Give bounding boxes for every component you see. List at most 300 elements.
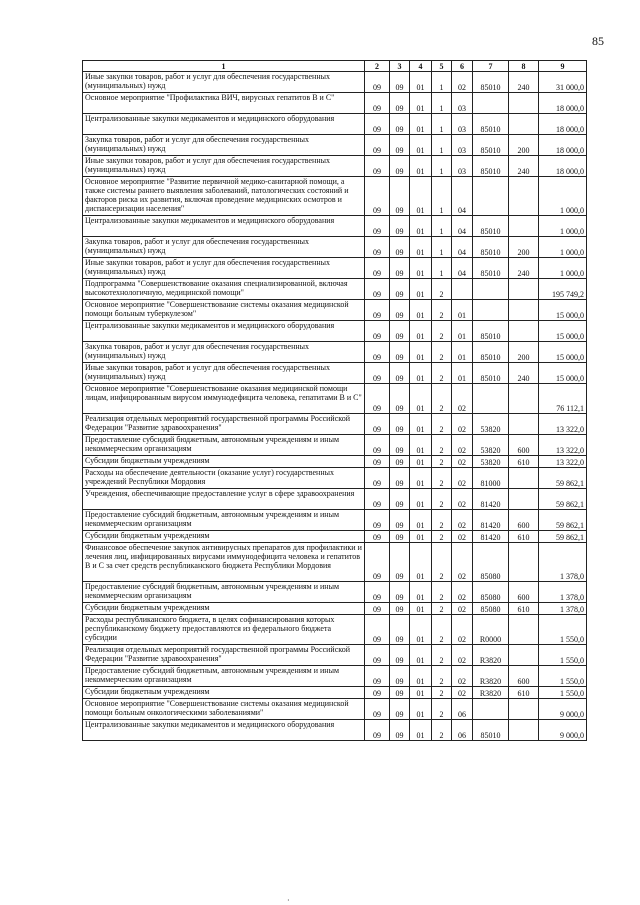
row-name-cell: Расходы республиканского бюджета, в целях софинансирования которых республиканскому бюджету предоставляются из федерального бюджета субсидии (83, 615, 365, 645)
row-c9-cell: 1 000,0 (539, 237, 587, 258)
row-c5-cell: 2 (432, 603, 452, 615)
table-row (83, 93, 587, 114)
row-c8-cell: 200 (509, 237, 539, 258)
row-c4-cell: 01 (410, 543, 432, 582)
header-col-3: 3 (390, 61, 410, 72)
row-c4-cell: 01 (410, 177, 432, 216)
row-c5-cell: 2 (432, 456, 452, 468)
row-c8-cell (509, 720, 539, 741)
row-c5-cell: 2 (432, 468, 452, 489)
row-c5-cell: 1 (432, 114, 452, 135)
table-row (83, 177, 587, 216)
row-c5-cell: 1 (432, 237, 452, 258)
header-col-7: 7 (473, 61, 509, 72)
row-c4-cell: 01 (410, 135, 432, 156)
row-c6-cell: 06 (452, 699, 473, 720)
row-c8-cell: 200 (509, 135, 539, 156)
header-col-2: 2 (365, 61, 390, 72)
row-c5-cell: 2 (432, 384, 452, 414)
row-c3-cell: 09 (390, 156, 410, 177)
row-c8-cell (509, 216, 539, 237)
row-c7-cell: 85010 (473, 216, 509, 237)
row-c7-cell: 85010 (473, 237, 509, 258)
row-c5-cell: 1 (432, 93, 452, 114)
row-c5-cell: 2 (432, 699, 452, 720)
row-c3-cell: 09 (390, 456, 410, 468)
row-c7-cell: 85010 (473, 321, 509, 342)
row-c3-cell: 09 (390, 615, 410, 645)
row-c7-cell (473, 384, 509, 414)
row-c7-cell (473, 699, 509, 720)
row-c3-cell: 09 (390, 384, 410, 414)
row-c3-cell: 09 (390, 687, 410, 699)
row-c7-cell: 53820 (473, 435, 509, 456)
row-c2-cell: 09 (365, 321, 390, 342)
table-row (83, 720, 587, 741)
row-c3-cell: 09 (390, 237, 410, 258)
row-c5-cell: 2 (432, 414, 452, 435)
row-c6-cell: 01 (452, 342, 473, 363)
row-c3-cell: 09 (390, 258, 410, 279)
row-c5-cell: 2 (432, 510, 452, 531)
row-name-cell: Субсидии бюджетным учреждениям (83, 603, 365, 615)
row-c9-cell: 59 862,1 (539, 531, 587, 543)
row-c8-cell: 610 (509, 531, 539, 543)
row-c6-cell: 01 (452, 363, 473, 384)
row-c4-cell: 01 (410, 699, 432, 720)
row-c2-cell: 09 (365, 72, 390, 93)
row-c7-cell: 81420 (473, 489, 509, 510)
row-c8-cell: 240 (509, 156, 539, 177)
row-c8-cell (509, 615, 539, 645)
row-c2-cell: 09 (365, 603, 390, 615)
row-c3-cell: 09 (390, 543, 410, 582)
row-c4-cell: 01 (410, 435, 432, 456)
row-c2-cell: 09 (365, 435, 390, 456)
row-c2-cell: 09 (365, 456, 390, 468)
row-c4-cell: 01 (410, 72, 432, 93)
row-c9-cell: 18 000,0 (539, 93, 587, 114)
row-name-cell: Предоставление субсидий бюджетным, автономным учреждениям и иным некоммерческим организациям (83, 435, 365, 456)
row-c4-cell: 01 (410, 615, 432, 645)
row-c8-cell (509, 300, 539, 321)
row-c9-cell: 13 322,0 (539, 435, 587, 456)
table-row (83, 237, 587, 258)
row-c7-cell: 85010 (473, 156, 509, 177)
row-c7-cell: 81000 (473, 468, 509, 489)
row-c8-cell (509, 114, 539, 135)
table-row (83, 300, 587, 321)
row-c4-cell: 01 (410, 510, 432, 531)
row-c9-cell: 1 378,0 (539, 543, 587, 582)
row-c4-cell: 01 (410, 645, 432, 666)
row-c9-cell: 1 378,0 (539, 603, 587, 615)
row-c2-cell: 09 (365, 720, 390, 741)
row-c6-cell: 06 (452, 720, 473, 741)
row-name-cell: Финансовое обеспечение закупок антивирусных препаратов для профилактики и лечения лиц, инфицированных вирусами иммунодефицита человека и гепатитов В и С за счет средств республиканского бюджета Республики Мордовия (83, 543, 365, 582)
page-number: 85 (592, 34, 604, 48)
header-col-8: 8 (509, 61, 539, 72)
row-c3-cell: 09 (390, 177, 410, 216)
row-name-cell: Предоставление субсидий бюджетным, автономным учреждениям и иным некоммерческим организациям (83, 666, 365, 687)
row-c5-cell: 2 (432, 300, 452, 321)
row-c4-cell: 01 (410, 720, 432, 741)
row-c6-cell: 02 (452, 468, 473, 489)
row-c4-cell: 01 (410, 489, 432, 510)
row-c9-cell: 18 000,0 (539, 135, 587, 156)
row-c2-cell: 09 (365, 363, 390, 384)
row-c5-cell: 2 (432, 363, 452, 384)
row-c5-cell: 2 (432, 531, 452, 543)
header-col-5: 5 (432, 61, 452, 72)
row-c3-cell: 09 (390, 216, 410, 237)
row-name-cell: Субсидии бюджетным учреждениям (83, 531, 365, 543)
table-row (83, 468, 587, 489)
row-name-cell: Субсидии бюджетным учреждениям (83, 456, 365, 468)
row-c8-cell: 600 (509, 666, 539, 687)
row-name-cell: Централизованные закупки медикаментов и медицинского оборудования (83, 114, 365, 135)
row-c6-cell: 02 (452, 615, 473, 645)
row-c6-cell: 03 (452, 156, 473, 177)
row-c3-cell: 09 (390, 510, 410, 531)
row-c2-cell: 09 (365, 615, 390, 645)
row-c8-cell (509, 384, 539, 414)
row-c6-cell: 03 (452, 93, 473, 114)
row-c6-cell: 01 (452, 300, 473, 321)
table-row (83, 72, 587, 93)
table-header-row (83, 61, 587, 72)
row-c5-cell: 1 (432, 258, 452, 279)
row-c7-cell: 85080 (473, 582, 509, 603)
row-c2-cell: 09 (365, 258, 390, 279)
row-c6-cell: 02 (452, 582, 473, 603)
row-c6-cell: 02 (452, 687, 473, 699)
row-c8-cell: 610 (509, 456, 539, 468)
row-c5-cell: 2 (432, 435, 452, 456)
row-c9-cell: 13 322,0 (539, 414, 587, 435)
row-c5-cell: 1 (432, 72, 452, 93)
row-name-cell: Иные закупки товаров, работ и услуг для обеспечения государственных (муниципальных) нужд (83, 363, 365, 384)
row-c3-cell: 09 (390, 363, 410, 384)
row-c6-cell: 03 (452, 135, 473, 156)
row-c2-cell: 09 (365, 384, 390, 414)
row-c7-cell: 85010 (473, 135, 509, 156)
row-name-cell: Закупка товаров, работ и услуг для обеспечения государственных (муниципальных) нужд (83, 135, 365, 156)
row-c4-cell: 01 (410, 258, 432, 279)
row-c7-cell: R3820 (473, 687, 509, 699)
row-c3-cell: 09 (390, 114, 410, 135)
row-c3-cell: 09 (390, 321, 410, 342)
row-name-cell: Иные закупки товаров, работ и услуг для обеспечения государственных (муниципальных) нужд (83, 156, 365, 177)
row-c6-cell: 02 (452, 645, 473, 666)
row-c9-cell: 15 000,0 (539, 300, 587, 321)
row-c7-cell: 53820 (473, 414, 509, 435)
row-c7-cell: 85080 (473, 603, 509, 615)
row-c8-cell: 600 (509, 510, 539, 531)
row-c2-cell: 09 (365, 666, 390, 687)
row-c2-cell: 09 (365, 135, 390, 156)
row-c4-cell: 01 (410, 531, 432, 543)
row-c8-cell: 600 (509, 435, 539, 456)
row-name-cell: Учреждения, обеспечивающие предоставление услуг в сфере здравоохранения (83, 489, 365, 510)
row-c5-cell: 2 (432, 582, 452, 603)
row-name-cell: Закупка товаров, работ и услуг для обеспечения государственных (муниципальных) нужд (83, 237, 365, 258)
table-row (83, 342, 587, 363)
row-c9-cell: 1 378,0 (539, 582, 587, 603)
row-c9-cell: 1 000,0 (539, 177, 587, 216)
row-c4-cell: 01 (410, 279, 432, 300)
row-c8-cell (509, 645, 539, 666)
row-c6-cell: 02 (452, 435, 473, 456)
table-row (83, 489, 587, 510)
row-c6-cell: 04 (452, 237, 473, 258)
row-name-cell: Основное мероприятие "Профилактика ВИЧ, вирусных гепатитов В и С" (83, 93, 365, 114)
row-c3-cell: 09 (390, 342, 410, 363)
table-row (83, 156, 587, 177)
row-c5-cell: 1 (432, 156, 452, 177)
row-c4-cell: 01 (410, 414, 432, 435)
page-mark: · (287, 896, 290, 905)
row-c6-cell: 02 (452, 510, 473, 531)
row-c4-cell: 01 (410, 384, 432, 414)
header-col-1: 1 (83, 61, 365, 72)
row-c7-cell (473, 177, 509, 216)
row-c6-cell (452, 279, 473, 300)
table-row (83, 114, 587, 135)
row-name-cell: Закупка товаров, работ и услуг для обеспечения государственных (муниципальных) нужд (83, 342, 365, 363)
table-row (83, 510, 587, 531)
row-c7-cell: R3820 (473, 666, 509, 687)
row-c4-cell: 01 (410, 114, 432, 135)
row-c6-cell: 02 (452, 543, 473, 582)
table-row (83, 258, 587, 279)
row-c4-cell: 01 (410, 321, 432, 342)
table-row (83, 543, 587, 582)
row-c6-cell: 02 (452, 531, 473, 543)
row-c8-cell: 240 (509, 363, 539, 384)
header-col-4: 4 (410, 61, 432, 72)
row-c2-cell: 09 (365, 177, 390, 216)
row-c5-cell: 2 (432, 279, 452, 300)
row-c4-cell: 01 (410, 300, 432, 321)
row-c8-cell (509, 468, 539, 489)
row-c8-cell (509, 489, 539, 510)
row-c5-cell: 2 (432, 321, 452, 342)
row-c6-cell: 02 (452, 414, 473, 435)
row-c5-cell: 2 (432, 720, 452, 741)
row-c5-cell: 2 (432, 489, 452, 510)
row-c9-cell: 9 000,0 (539, 699, 587, 720)
row-c3-cell: 09 (390, 93, 410, 114)
row-c9-cell: 1 550,0 (539, 687, 587, 699)
row-c6-cell: 04 (452, 177, 473, 216)
row-c7-cell: 81420 (473, 510, 509, 531)
row-c9-cell: 76 112,1 (539, 384, 587, 414)
row-c8-cell (509, 699, 539, 720)
row-name-cell: Централизованные закупки медикаментов и медицинского оборудования (83, 216, 365, 237)
row-c2-cell: 09 (365, 300, 390, 321)
row-name-cell: Централизованные закупки медикаментов и медицинского оборудования (83, 720, 365, 741)
row-c2-cell: 09 (365, 531, 390, 543)
row-name-cell: Реализация отдельных мероприятий государственной программы Российской Федерации "Развитие здравоохранения" (83, 414, 365, 435)
row-c5-cell: 1 (432, 216, 452, 237)
row-c5-cell: 2 (432, 615, 452, 645)
row-c2-cell: 09 (365, 279, 390, 300)
row-c9-cell: 1 000,0 (539, 216, 587, 237)
row-c2-cell: 09 (365, 510, 390, 531)
row-c4-cell: 01 (410, 156, 432, 177)
table-row (83, 603, 587, 615)
table-row (83, 687, 587, 699)
row-c3-cell: 09 (390, 720, 410, 741)
row-c8-cell: 200 (509, 342, 539, 363)
row-c3-cell: 09 (390, 645, 410, 666)
row-name-cell: Централизованные закупки медикаментов и медицинского оборудования (83, 321, 365, 342)
row-c2-cell: 09 (365, 699, 390, 720)
row-c3-cell: 09 (390, 468, 410, 489)
row-c8-cell: 610 (509, 603, 539, 615)
row-name-cell: Субсидии бюджетным учреждениям (83, 687, 365, 699)
row-c4-cell: 01 (410, 216, 432, 237)
row-c7-cell: 85010 (473, 720, 509, 741)
row-c7-cell: 85010 (473, 114, 509, 135)
row-c8-cell: 600 (509, 582, 539, 603)
row-c8-cell (509, 93, 539, 114)
row-c9-cell: 1 000,0 (539, 258, 587, 279)
row-name-cell: Реализация отдельных мероприятий государственной программы Российской Федерации "Развитие здравоохранения" (83, 645, 365, 666)
row-c5-cell: 2 (432, 543, 452, 582)
table-row (83, 582, 587, 603)
row-c8-cell (509, 279, 539, 300)
row-c3-cell: 09 (390, 531, 410, 543)
header-col-9: 9 (539, 61, 587, 72)
row-c7-cell: 53820 (473, 456, 509, 468)
row-c4-cell: 01 (410, 582, 432, 603)
row-c8-cell (509, 177, 539, 216)
row-c9-cell: 195 749,2 (539, 279, 587, 300)
row-c4-cell: 01 (410, 666, 432, 687)
table-row (83, 321, 587, 342)
table-row (83, 666, 587, 687)
row-c9-cell: 9 000,0 (539, 720, 587, 741)
row-c4-cell: 01 (410, 342, 432, 363)
row-c3-cell: 09 (390, 414, 410, 435)
row-c3-cell: 09 (390, 72, 410, 93)
row-name-cell: Основное мероприятие "Совершенствование системы оказания медицинской помощи больным онкологическими заболеваниями" (83, 699, 365, 720)
row-c2-cell: 09 (365, 342, 390, 363)
row-c6-cell: 01 (452, 321, 473, 342)
row-c9-cell: 15 000,0 (539, 363, 587, 384)
row-c9-cell: 31 000,0 (539, 72, 587, 93)
row-c3-cell: 09 (390, 582, 410, 603)
table-row (83, 384, 587, 414)
table-row (83, 414, 587, 435)
row-name-cell: Основное мероприятие "Развитие первичной медико-санитарной помощи, а также системы раннего выявления заболеваний, патологических состояний и факторов риска их развития, включая проведение медицинских осмотров и диспансеризации населения" (83, 177, 365, 216)
row-c3-cell: 09 (390, 135, 410, 156)
row-c4-cell: 01 (410, 687, 432, 699)
row-c6-cell: 03 (452, 114, 473, 135)
row-c9-cell: 1 550,0 (539, 645, 587, 666)
row-c3-cell: 09 (390, 300, 410, 321)
row-c2-cell: 09 (365, 468, 390, 489)
row-name-cell: Иные закупки товаров, работ и услуг для обеспечения государственных (муниципальных) нужд (83, 258, 365, 279)
row-c5-cell: 2 (432, 645, 452, 666)
row-c7-cell: 85010 (473, 342, 509, 363)
row-c9-cell: 59 862,1 (539, 468, 587, 489)
row-c3-cell: 09 (390, 279, 410, 300)
table-row (83, 216, 587, 237)
row-c2-cell: 09 (365, 93, 390, 114)
row-c7-cell: 85080 (473, 543, 509, 582)
row-c7-cell: R0000 (473, 615, 509, 645)
row-c4-cell: 01 (410, 468, 432, 489)
row-c2-cell: 09 (365, 489, 390, 510)
table-row (83, 363, 587, 384)
row-c9-cell: 1 550,0 (539, 615, 587, 645)
row-c2-cell: 09 (365, 543, 390, 582)
row-c6-cell: 02 (452, 72, 473, 93)
row-c7-cell (473, 300, 509, 321)
row-c6-cell: 04 (452, 216, 473, 237)
row-c4-cell: 01 (410, 93, 432, 114)
row-c9-cell: 13 322,0 (539, 456, 587, 468)
row-c5-cell: 2 (432, 687, 452, 699)
row-c9-cell: 15 000,0 (539, 342, 587, 363)
row-c6-cell: 02 (452, 456, 473, 468)
row-c9-cell: 1 550,0 (539, 666, 587, 687)
row-c9-cell: 18 000,0 (539, 114, 587, 135)
row-name-cell: Основное мероприятие "Совершенствование системы оказания медицинской помощи больным туберкулезом" (83, 300, 365, 321)
row-c6-cell: 02 (452, 489, 473, 510)
row-c3-cell: 09 (390, 699, 410, 720)
row-c7-cell (473, 279, 509, 300)
row-c8-cell (509, 543, 539, 582)
row-c4-cell: 01 (410, 363, 432, 384)
table-row (83, 531, 587, 543)
row-c8-cell: 240 (509, 258, 539, 279)
row-c2-cell: 09 (365, 687, 390, 699)
row-c4-cell: 01 (410, 237, 432, 258)
row-c9-cell: 59 862,1 (539, 510, 587, 531)
table-row (83, 279, 587, 300)
row-c9-cell: 15 000,0 (539, 321, 587, 342)
row-c2-cell: 09 (365, 156, 390, 177)
table-row (83, 135, 587, 156)
row-c6-cell: 02 (452, 384, 473, 414)
row-name-cell: Расходы на обеспечение деятельности (оказание услуг) государственных учреждений Республики Мордовия (83, 468, 365, 489)
row-c5-cell: 1 (432, 177, 452, 216)
row-name-cell: Иные закупки товаров, работ и услуг для обеспечения государственных (муниципальных) нужд (83, 72, 365, 93)
header-col-6: 6 (452, 61, 473, 72)
row-c9-cell: 59 862,1 (539, 489, 587, 510)
row-c7-cell: 85010 (473, 258, 509, 279)
row-c5-cell: 2 (432, 342, 452, 363)
row-c2-cell: 09 (365, 114, 390, 135)
row-name-cell: Подпрограмма "Совершенствование оказания специализированной, включая высокотехнологичную, медицинской помощи" (83, 279, 365, 300)
row-c7-cell: 85010 (473, 72, 509, 93)
row-c3-cell: 09 (390, 603, 410, 615)
row-c8-cell: 240 (509, 72, 539, 93)
row-c7-cell: 85010 (473, 363, 509, 384)
row-c3-cell: 09 (390, 489, 410, 510)
row-c2-cell: 09 (365, 237, 390, 258)
table-row (83, 456, 587, 468)
row-c6-cell: 02 (452, 666, 473, 687)
row-c2-cell: 09 (365, 645, 390, 666)
row-name-cell: Предоставление субсидий бюджетным, автономным учреждениям и иным некоммерческим организациям (83, 510, 365, 531)
row-c2-cell: 09 (365, 414, 390, 435)
row-c8-cell (509, 414, 539, 435)
